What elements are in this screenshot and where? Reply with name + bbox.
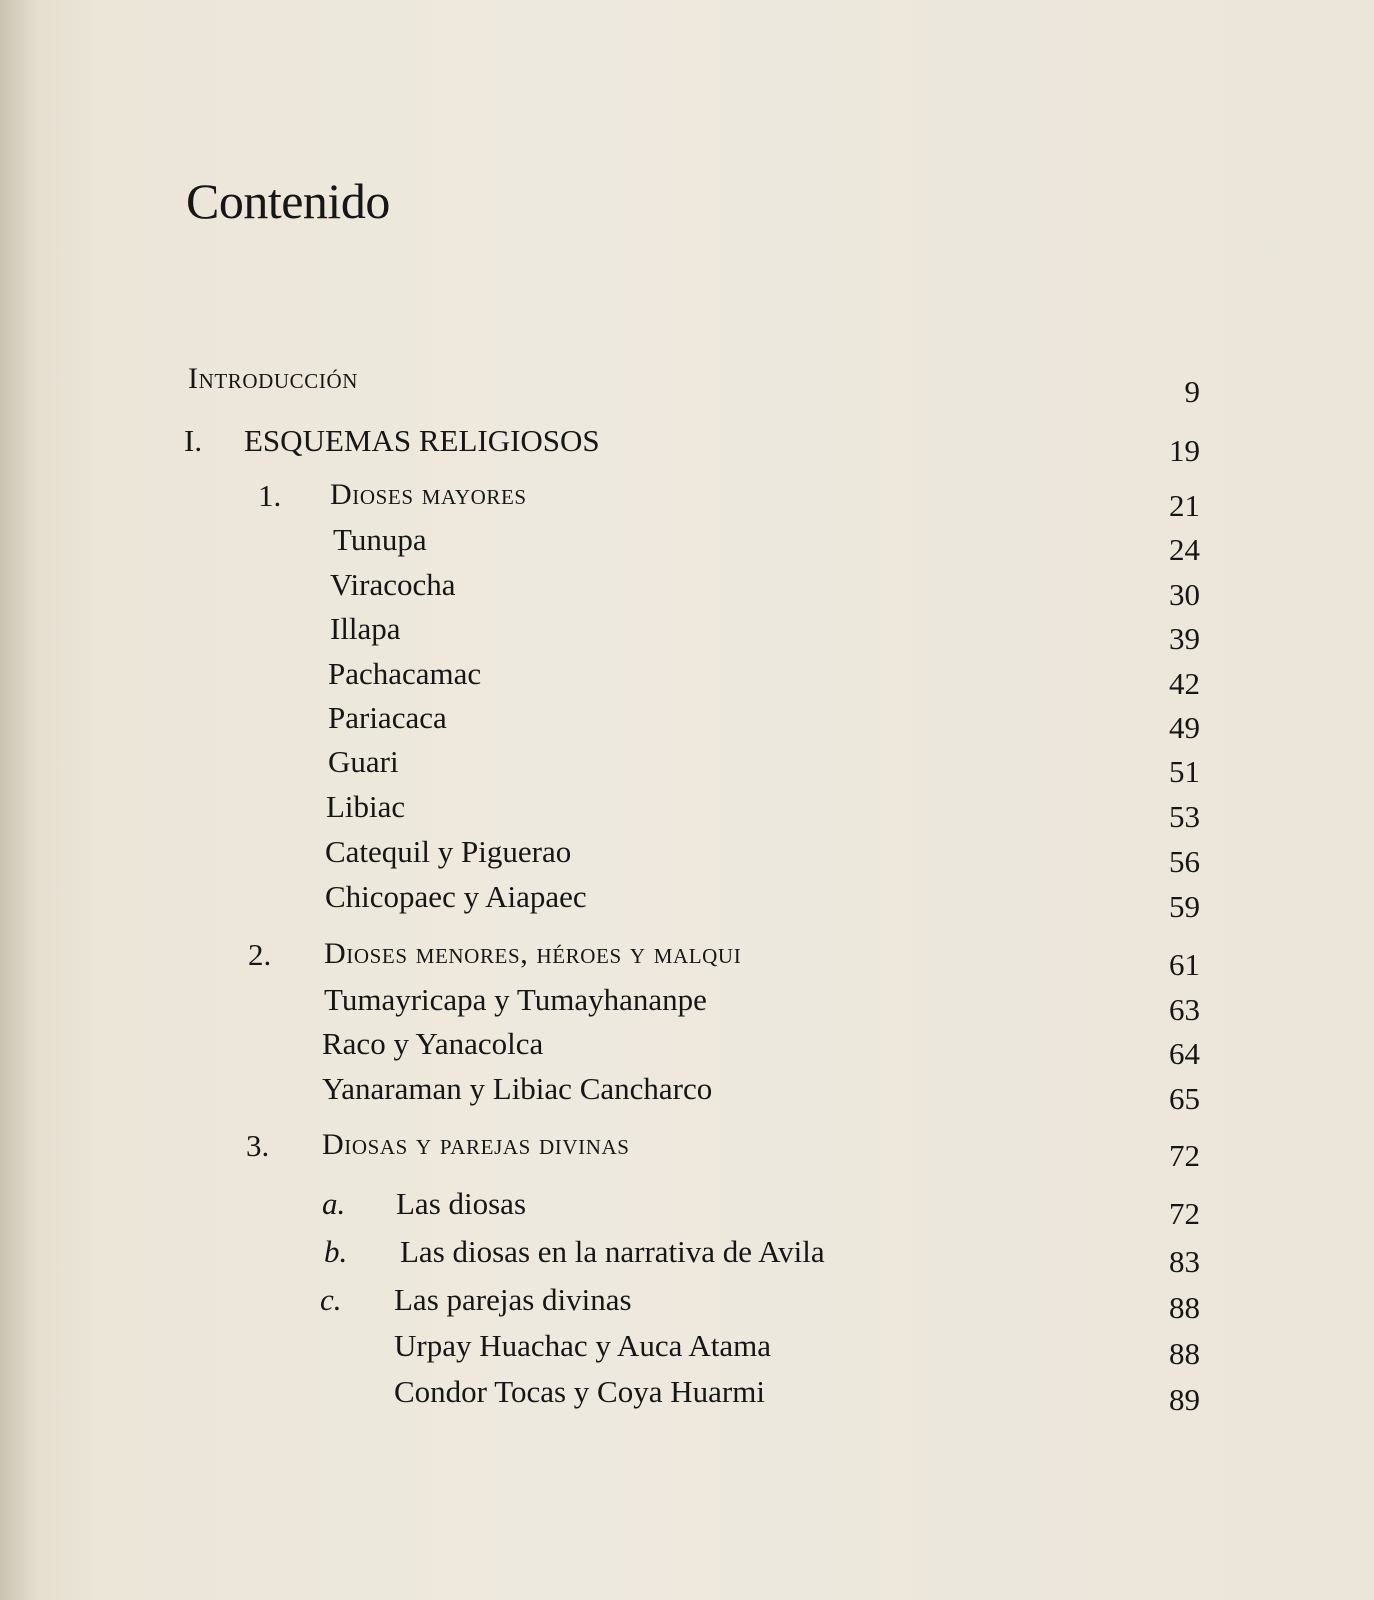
toc-entry-page: 53: [1169, 799, 1200, 834]
toc-entry-page: 59: [1169, 889, 1200, 924]
page-title: Contenido: [186, 173, 390, 229]
toc-entry-page: 63: [1169, 992, 1200, 1027]
toc-section-label: Diosas y parejas divinas: [322, 1128, 630, 1161]
toc-entry-page: 39: [1169, 621, 1200, 656]
toc-entry-page: 19: [1169, 433, 1200, 468]
toc-entry-page: 42: [1169, 666, 1200, 701]
toc-entry-page: 49: [1169, 710, 1200, 745]
toc-entry-page: 72: [1169, 1196, 1200, 1231]
toc-subsection-marker: a.: [322, 1186, 346, 1221]
toc-entry-label: Introducción: [188, 362, 359, 395]
toc-subsection-label: Las parejas divinas: [394, 1282, 632, 1317]
toc-section-marker: 3.: [246, 1128, 270, 1163]
toc-section-marker: 1.: [258, 478, 282, 513]
toc-entry-page: 56: [1169, 844, 1200, 879]
toc-entry-page: 51: [1169, 754, 1200, 789]
toc-subentry-label: Illapa: [330, 611, 401, 646]
toc-subentry-label: Raco y Yanacolca: [322, 1026, 544, 1061]
toc-entry-page: 64: [1169, 1036, 1200, 1071]
toc-subentry-label: Pariacaca: [328, 700, 447, 735]
toc-entry-page: 9: [1184, 374, 1200, 409]
toc-section-label: Dioses mayores: [330, 478, 527, 511]
toc-entry-page: 30: [1169, 577, 1200, 612]
toc-section-marker: 2.: [248, 937, 272, 972]
toc-subentry-label: Tunupa: [333, 522, 427, 557]
toc-subentry-label: Guari: [328, 744, 399, 779]
toc-entry-page: 88: [1169, 1336, 1200, 1371]
toc-entry-page: 88: [1169, 1290, 1200, 1325]
toc-subentry-label: Libiac: [326, 789, 406, 824]
toc-entry-page: 83: [1169, 1244, 1200, 1279]
toc-subsection-label: Las diosas en la narrativa de Avila: [400, 1234, 825, 1269]
toc-entry-page: 24: [1169, 532, 1200, 567]
toc-subentry-label: Pachacamac: [328, 656, 482, 691]
toc-subsection-marker: c.: [320, 1282, 342, 1317]
toc-part-label: ESQUEMAS RELIGIOSOS: [244, 423, 600, 458]
toc-entry-page: 72: [1169, 1138, 1200, 1173]
toc-subsection-label: Las diosas: [396, 1186, 527, 1221]
toc-subentry-label: Chicopaec y Aiapaec: [325, 879, 587, 914]
toc-subentry-label: Condor Tocas y Coya Huarmi: [394, 1374, 765, 1409]
toc-entry-page: 89: [1169, 1382, 1200, 1417]
toc-entry-page: 21: [1169, 488, 1200, 523]
toc-part-marker: I.: [184, 423, 203, 458]
toc-subentry-label: Tumayricapa y Tumayhananpe: [324, 982, 707, 1017]
toc-subentry-label: Viracocha: [330, 567, 456, 602]
toc-subentry-label: Catequil y Piguerao: [325, 834, 572, 869]
toc-section-label: Dioses menores, héroes y malqui: [324, 937, 742, 970]
toc-entry-page: 65: [1169, 1081, 1200, 1116]
page-edge-shadow: [0, 0, 40, 1600]
toc-subentry-label: Yanaraman y Libiac Cancharco: [322, 1071, 713, 1106]
toc-subsection-marker: b.: [324, 1234, 348, 1269]
toc-subentry-label: Urpay Huachac y Auca Atama: [394, 1328, 772, 1363]
toc-entry-page: 61: [1169, 947, 1200, 982]
